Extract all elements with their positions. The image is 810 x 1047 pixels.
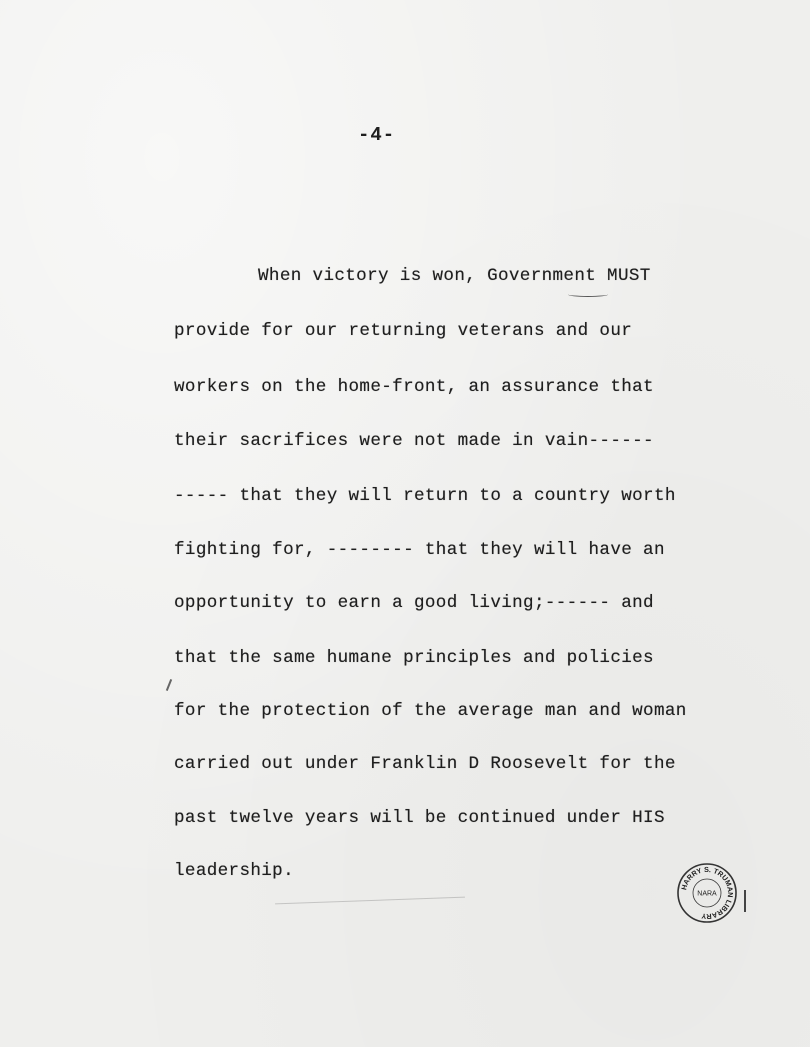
text-line-11: past twelve years will be continued under HIS	[174, 808, 665, 828]
text-line-12: leadership.	[174, 861, 294, 881]
page-number: -4-	[358, 124, 396, 146]
text-line-3: workers on the home-front, an assurance that	[174, 377, 654, 397]
text-line-9: for the protection of the average man and woman	[174, 701, 687, 721]
stamp-ring-text: HARRY S. TRUMAN LIBRARY	[679, 864, 736, 922]
text-line-10: carried out under Franklin D Roosevelt for the	[174, 754, 676, 774]
truman-library-stamp	[676, 862, 738, 924]
text-line-5: ----- that they will return to a country worth	[174, 486, 676, 506]
stamp-center-text: NARA	[697, 890, 717, 898]
text-line-2: provide for our returning veterans and our	[174, 321, 633, 341]
margin-mark	[744, 890, 746, 912]
text-line-7: opportunity to earn a good living;------ and	[174, 593, 654, 613]
text-line-8: that the same humane principles and policies	[174, 648, 654, 668]
text-line-4: their sacrifices were not made in vain------	[174, 431, 654, 451]
handwritten-underline	[568, 292, 608, 297]
text-line-1: When victory is won, Government MUST	[258, 266, 651, 286]
text-line-6: fighting for, -------- that they will have an	[174, 540, 665, 560]
pencil-mark	[166, 679, 172, 691]
faint-pencil-stroke	[275, 897, 465, 905]
